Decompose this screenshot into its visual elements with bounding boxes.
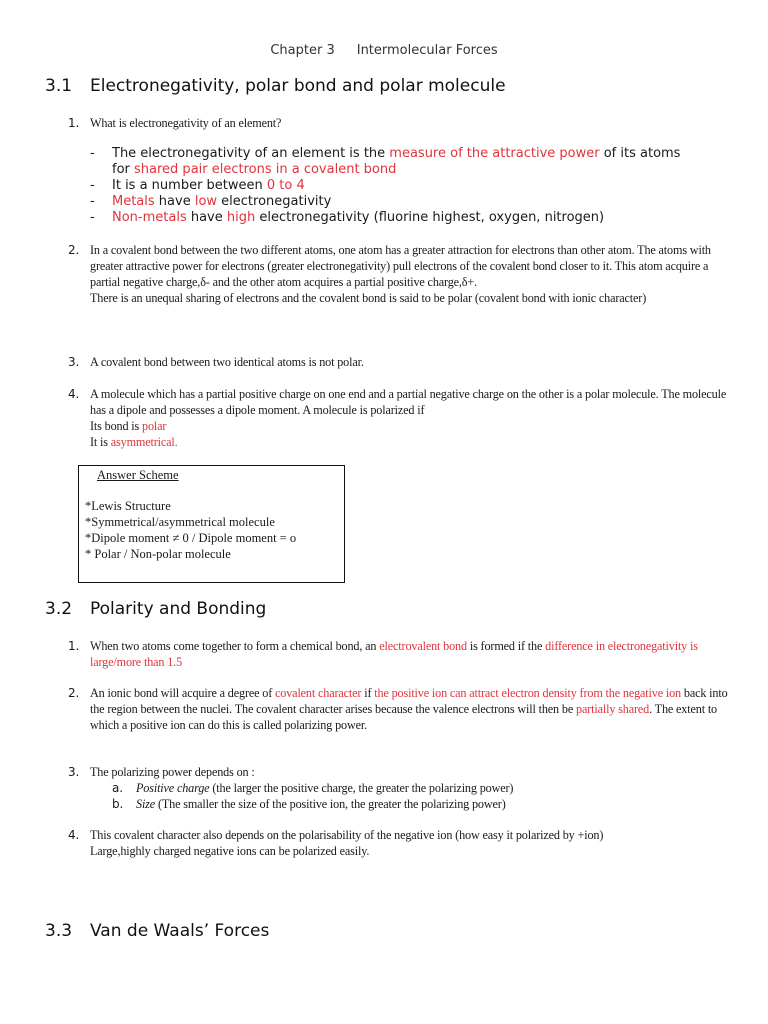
sub-item xyxy=(112,796,728,812)
section-title: Polarity and Bonding xyxy=(90,599,267,619)
highlight-text: . xyxy=(174,435,178,449)
highlight-text: partially shared xyxy=(576,702,650,716)
highlight-text: covalent character xyxy=(275,686,362,700)
list-item xyxy=(68,685,728,735)
answer-line: *Lewis Structure xyxy=(85,499,171,513)
bullet-item xyxy=(90,210,750,226)
text: electronegativity (fluorine highest, oxygen, nitrogen) xyxy=(255,210,605,225)
item-text: A molecule which has a partial positive charge on one end and a partial negative charge on the other is a polar molecule. The molecule has a dipole and possesses a dipole moment. A molecule is polarized if xyxy=(90,387,727,417)
list-item xyxy=(68,764,728,814)
list-item xyxy=(68,827,728,861)
item-text: What is electronegativity of an element? xyxy=(90,116,282,130)
highlight-text: 0 to 4 xyxy=(266,178,305,193)
item-number: 3. xyxy=(68,765,80,779)
emphasis-text: Positive charge xyxy=(136,781,210,795)
section-heading-3-1 xyxy=(45,76,506,96)
highlight-text: electrovalent bond xyxy=(379,639,467,653)
section-heading-3-2 xyxy=(45,599,266,619)
highlight-text: Metals xyxy=(112,194,155,209)
item-number: 1. xyxy=(68,116,80,130)
text: is formed if the xyxy=(466,639,546,653)
list-item xyxy=(68,115,728,131)
chapter-label: Chapter 3 xyxy=(270,43,335,58)
list-item xyxy=(68,386,728,456)
text: Its bond is xyxy=(90,419,143,433)
highlight-text: low xyxy=(194,194,218,209)
highlight-text: polar xyxy=(142,419,167,433)
text: An ionic bond will acquire a degree of xyxy=(90,686,276,700)
text: for xyxy=(112,162,135,177)
section-heading-3-3 xyxy=(45,921,269,941)
text: have xyxy=(154,194,195,209)
item-text: A covalent bond between two identical atoms is not polar. xyxy=(90,355,364,369)
section-title: Van de Waals’ Forces xyxy=(90,921,270,941)
item-number: 2. xyxy=(68,686,80,700)
list-item xyxy=(68,242,728,342)
bullet-list xyxy=(90,146,750,226)
answer-scheme-box xyxy=(78,465,345,583)
item-text: There is an unequal sharing of electrons and the covalent bond is said to be polar (covalent bond with ionic character) xyxy=(90,291,647,305)
highlight-text: Non-metals xyxy=(112,210,187,225)
answer-line: *Symmetrical/asymmetrical molecule xyxy=(85,515,275,529)
item-number: 1. xyxy=(68,639,80,653)
section-number: 3.2 xyxy=(45,599,73,619)
bullet-dash: - xyxy=(90,178,95,193)
bullet-item xyxy=(90,178,750,194)
text: (The smaller the size of the positive ion, the greater the polarizing power) xyxy=(155,797,506,811)
text: . The extent to which a positive ion can do this is called polarizing power. xyxy=(90,702,718,732)
item-text: This covalent character also depends on the polarisability of the negative ion (how easy it polarized by +ion) xyxy=(90,828,604,842)
answer-scheme-title: Answer Scheme xyxy=(97,468,179,482)
highlight-text: difference in electronegativity is large/more than 1.5 xyxy=(90,639,698,669)
text: (the larger the positive charge, the greater the polarizing power) xyxy=(209,781,514,795)
answer-line: *Dipole moment ≠ 0 / Dipole moment = o xyxy=(85,531,297,545)
bullet-dash: - xyxy=(90,146,95,161)
page-header xyxy=(0,43,768,58)
answer-line: * Polar / Non-polar molecule xyxy=(85,547,231,561)
sub-item-letter: b. xyxy=(112,797,124,811)
emphasis-text: Size xyxy=(136,797,156,811)
sub-item-letter: a. xyxy=(112,781,123,795)
bullet-dash: - xyxy=(90,194,95,209)
text: of its atoms xyxy=(599,146,681,161)
highlight-text: high xyxy=(226,210,256,225)
item-number: 4. xyxy=(68,828,80,842)
text: electronegativity xyxy=(217,194,332,209)
highlight-text: shared pair electrons in a covalent bond xyxy=(134,162,397,177)
bullet-dash: - xyxy=(90,210,95,225)
condition-line xyxy=(90,434,728,450)
text: if xyxy=(361,686,375,700)
section-title: Electronegativity, polar bond and polar molecule xyxy=(90,76,506,96)
list-item xyxy=(68,638,728,672)
text: The electronegativity of an element is the xyxy=(112,146,390,161)
sub-item xyxy=(112,780,728,796)
list-item xyxy=(68,354,728,370)
item-number: 2. xyxy=(68,243,80,257)
text: have xyxy=(186,210,227,225)
answer-scheme-lines xyxy=(85,498,296,562)
section-number: 3.3 xyxy=(45,921,73,941)
item-number: 4. xyxy=(68,387,80,401)
text: It is a number between xyxy=(112,178,267,193)
highlight-text: asymmetrical xyxy=(110,435,175,449)
text: When two atoms come together to form a chemical bond, an xyxy=(90,639,380,653)
section-number: 3.1 xyxy=(45,76,73,96)
text: It is xyxy=(90,435,111,449)
item-text: The polarizing power depends on : xyxy=(90,765,255,779)
item-text: In a covalent bond between the two different atoms, one atom has a greater attraction for electrons than other atom. The atoms with greater attractive power for electrons (greater electronegativity) pull electrons of the covalent bond closer to it. This atom acquire a partial negative charge,δ- and the other atom acquires a partial positive charge,δ+. xyxy=(90,243,711,289)
condition-line xyxy=(90,418,728,434)
item-text: Large,highly charged negative ions can be polarized easily. xyxy=(90,844,370,858)
text: back into the region between the nuclei. The covalent character arises because the valence electrons will then be xyxy=(90,686,728,716)
highlight-text: the positive ion can attract electron density from the negative ion xyxy=(374,686,681,700)
chapter-title: Intermolecular Forces xyxy=(356,43,498,58)
bullet-item xyxy=(90,146,750,178)
item-number: 3. xyxy=(68,355,80,369)
highlight-text: measure of the attractive power xyxy=(389,146,600,161)
bullet-item xyxy=(90,194,750,210)
